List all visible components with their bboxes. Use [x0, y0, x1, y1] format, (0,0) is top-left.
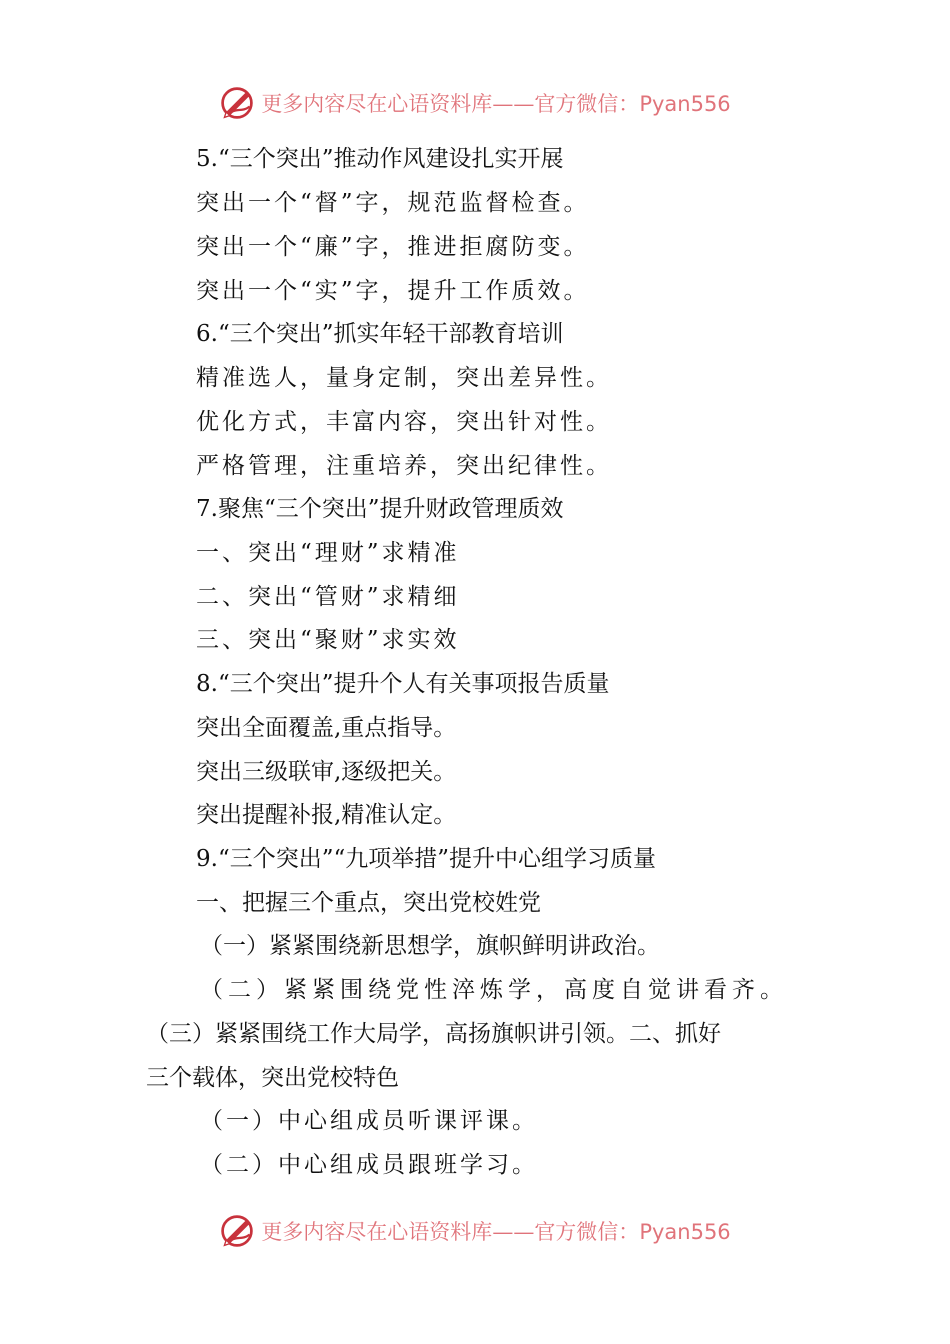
text-line: 三、突出“聚财”求实效 — [196, 627, 460, 653]
text-line: 突出全面覆盖,重点指导。 — [196, 715, 457, 741]
text-line: 突出一个“廉”字，推进拒腐防变。 — [196, 234, 590, 260]
text-line: 突出提醒补报,精准认定。 — [196, 802, 457, 828]
footer-separator: —— — [492, 1220, 535, 1244]
text-line: 优化方式，丰富内容，突出针对性。 — [196, 409, 612, 435]
pen-logo-icon — [219, 1213, 255, 1249]
text-line: （二）中心组成员跟班学习。 — [200, 1152, 538, 1178]
footer-text — [261, 1216, 730, 1246]
heading-6: 6.“三个突出”抓实年轻干部教育培训 — [196, 321, 564, 347]
text-line: 严格管理，注重培养，突出纪律性。 — [196, 453, 612, 479]
header-wechat-label: 官方微信： — [534, 92, 640, 116]
pen-logo-icon — [219, 85, 255, 121]
heading-5: 5.“三个突出”推动作风建设扎实开展 — [196, 146, 564, 172]
text-line: 突出一个“督”字，规范监督检查。 — [196, 190, 590, 216]
text-line: 二、突出“管财”求精细 — [196, 584, 460, 610]
footer-site-text: 更多内容尽在心语资料库 — [261, 1220, 493, 1244]
text-line: 一、把握三个重点，突出党校姓党 — [196, 890, 541, 916]
header-banner — [0, 83, 950, 123]
footer-banner — [0, 1211, 950, 1251]
footer-wechat-id: Pyan556 — [639, 1220, 731, 1244]
text-line: 突出一个“实”字，提升工作质效。 — [196, 278, 590, 304]
text-line: 突出三级联审,逐级把关。 — [196, 759, 457, 785]
footer-wechat-label: 官方微信： — [534, 1220, 640, 1244]
heading-9: 9.“三个突出”“九项举措”提升中心组学习质量 — [196, 846, 656, 872]
header-site-text: 更多内容尽在心语资料库 — [261, 92, 493, 116]
text-line: （二）紧紧围绕党性淬炼学，高度自觉讲看齐。 — [200, 977, 788, 1003]
text-line: （三）紧紧围绕工作大局学，高扬旗帜讲引领。二、抓好 — [146, 1021, 721, 1047]
text-line: （一）中心组成员听课评课。 — [200, 1108, 538, 1134]
header-text — [261, 88, 730, 118]
header-separator: —— — [492, 92, 535, 116]
header-wechat-id: Pyan556 — [639, 92, 731, 116]
text-line: 一、突出“理财”求精准 — [196, 540, 460, 566]
text-line: 三个载体，突出党校特色 — [146, 1065, 399, 1091]
text-line: （一）紧紧围绕新思想学，旗帜鲜明讲政治。 — [200, 933, 660, 959]
text-line: 精准选人，量身定制，突出差异性。 — [196, 365, 612, 391]
heading-7: 7.聚焦“三个突出”提升财政管理质效 — [196, 496, 564, 522]
heading-8: 8.“三个突出”提升个人有关事项报告质量 — [196, 671, 610, 697]
